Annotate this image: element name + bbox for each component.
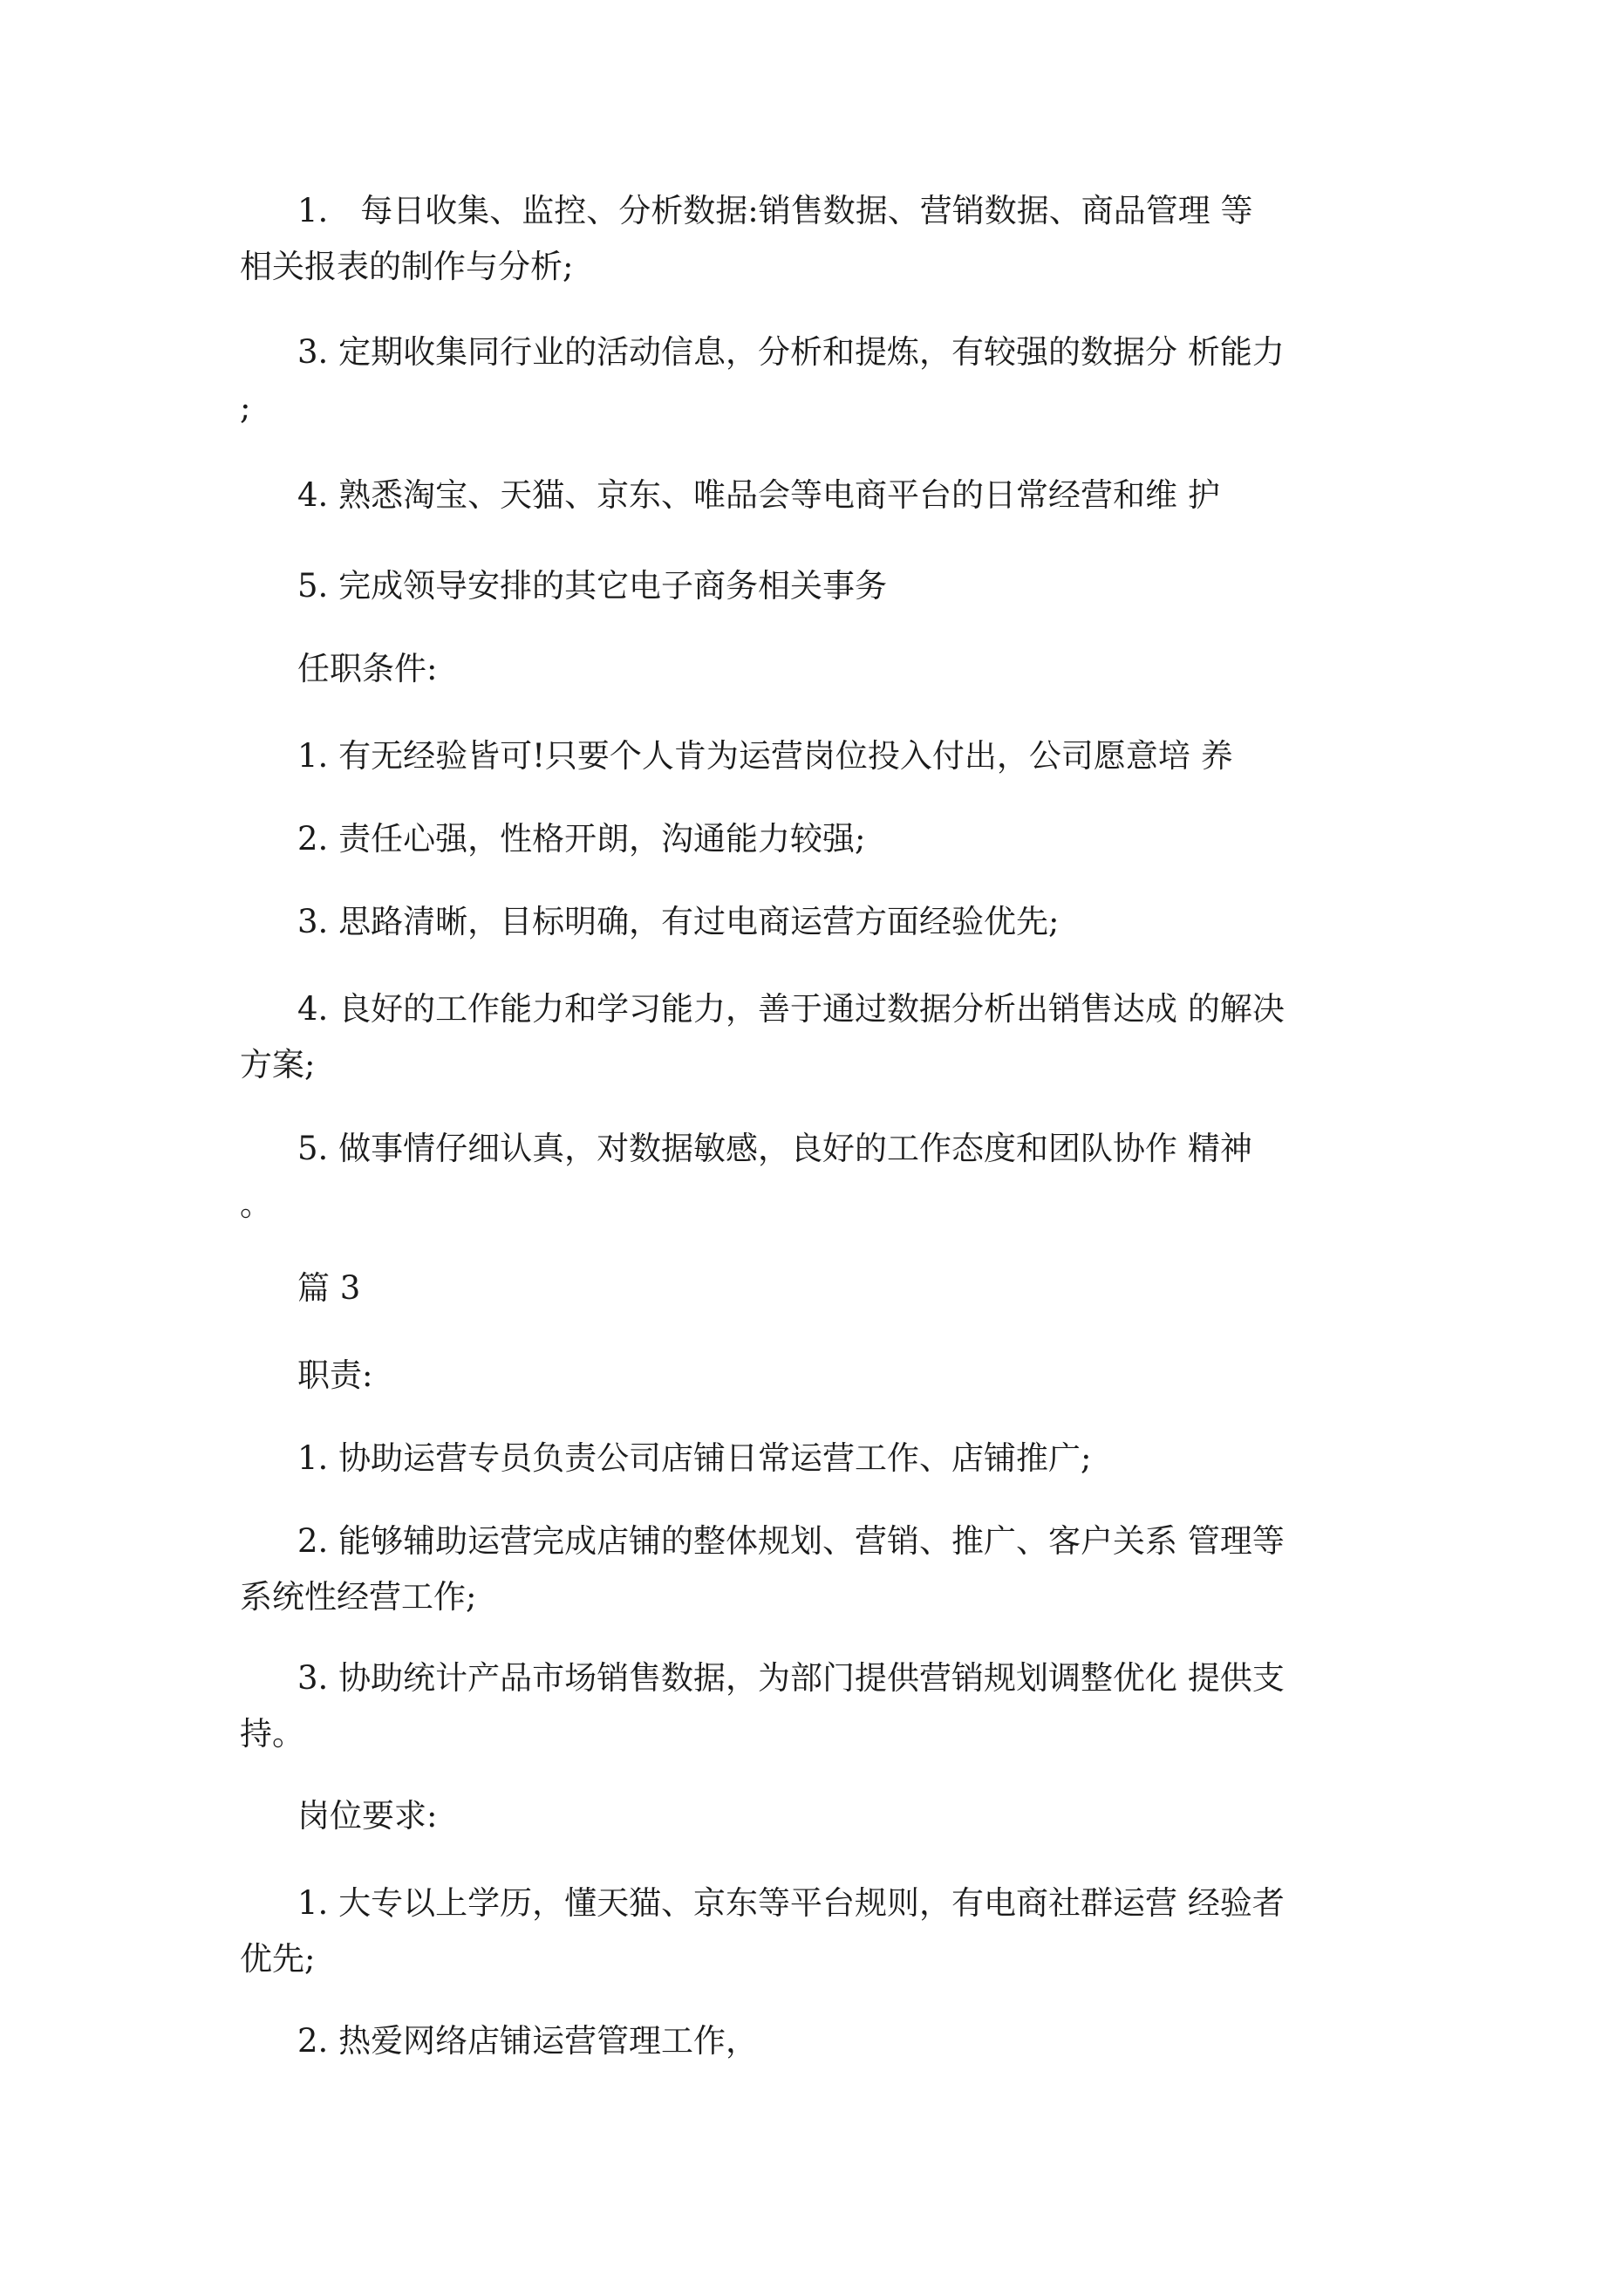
paragraph-line: 优先;: [240, 1940, 316, 1978]
paragraph-duty-5: [240, 558, 1408, 614]
paragraph-line: 篇 3: [297, 1269, 361, 1307]
paragraph-resp-2: [240, 1514, 1408, 1625]
paragraph-req-4: [240, 981, 1408, 1093]
paragraph-line: 2. 能够辅助运营完成店铺的整体规划、营销、推广、客户关系 管理等: [297, 1522, 1285, 1560]
paragraph-line: 岗位要求:: [297, 1797, 438, 1835]
paragraph-line: 4. 良好的工作能力和学习能力，善于通过数据分析出销售达成 的解决: [297, 990, 1285, 1028]
paragraph-resp-3: [240, 1650, 1408, 1762]
paragraph-req-5: [240, 1121, 1408, 1233]
paragraph-line: 持。: [240, 1715, 304, 1753]
paragraph-req-1: [240, 728, 1408, 784]
paragraph-line: 1. 协助运营专员负责公司店铺日常运营工作、店铺推广;: [297, 1439, 1092, 1477]
paragraph-line: 1. 每日收集、监控、分析数据:销售数据、营销数据、商品管理 等: [297, 192, 1253, 229]
paragraph-line: 3. 协助统计产品市场销售数据，为部门提供营销规划调整优化 提供支: [297, 1659, 1285, 1697]
paragraph-jobreq-2: [240, 2013, 1408, 2069]
paragraph-line: 职责:: [297, 1356, 373, 1394]
paragraph-line: 2. 热爱网络店铺运营管理工作，: [297, 2022, 759, 2060]
paragraph-req-3: [240, 894, 1408, 950]
paragraph-duty-3: [240, 325, 1408, 436]
paragraph-line: 1. 大专以上学历，懂天猫、京东等平台规则，有电商社群运营 经验者: [297, 1884, 1285, 1922]
paragraph-line: ;: [240, 389, 251, 427]
paragraph-req-2: [240, 811, 1408, 867]
paragraph-line: 4. 熟悉淘宝、天猫、京东、唯品会等电商平台的日常经营和维 护: [297, 476, 1220, 514]
paragraph-line: 1. 有无经验皆可!只要个人肯为运营岗位投入付出，公司愿意培 养: [297, 737, 1233, 775]
paragraph-line: 3. 定期收集同行业的活动信息，分析和提炼，有较强的数据分 析能力: [297, 333, 1285, 371]
paragraph-resp-1: [240, 1431, 1408, 1486]
paragraph-duty-1: [240, 183, 1408, 295]
paragraph-line: 2. 责任心强，性格开朗，沟通能力较强;: [297, 820, 866, 858]
paragraph-duty-4: [240, 468, 1408, 523]
paragraph-line: 方案;: [240, 1046, 316, 1083]
paragraph-line: 5. 做事情仔细认真，对数据敏感，良好的工作态度和团队协作 精神: [297, 1130, 1252, 1167]
paragraph-line: 相关报表的制作与分析;: [240, 248, 574, 285]
section-heading-part-3: [240, 1261, 1408, 1316]
section-heading-requirements: [240, 641, 1408, 697]
paragraph-line: 系统性经营工作;: [240, 1578, 477, 1616]
paragraph-line: 。: [240, 1186, 272, 1223]
section-heading-duties: [240, 1348, 1408, 1404]
section-heading-job-requirements: [240, 1788, 1408, 1844]
paragraph-line: 任职条件:: [297, 650, 438, 687]
paragraph-jobreq-1: [240, 1876, 1408, 1987]
paragraph-line: 3. 思路清晰，目标明确，有过电商运营方面经验优先;: [297, 903, 1060, 940]
paragraph-line: 5. 完成领导安排的其它电子商务相关事务: [297, 567, 888, 605]
